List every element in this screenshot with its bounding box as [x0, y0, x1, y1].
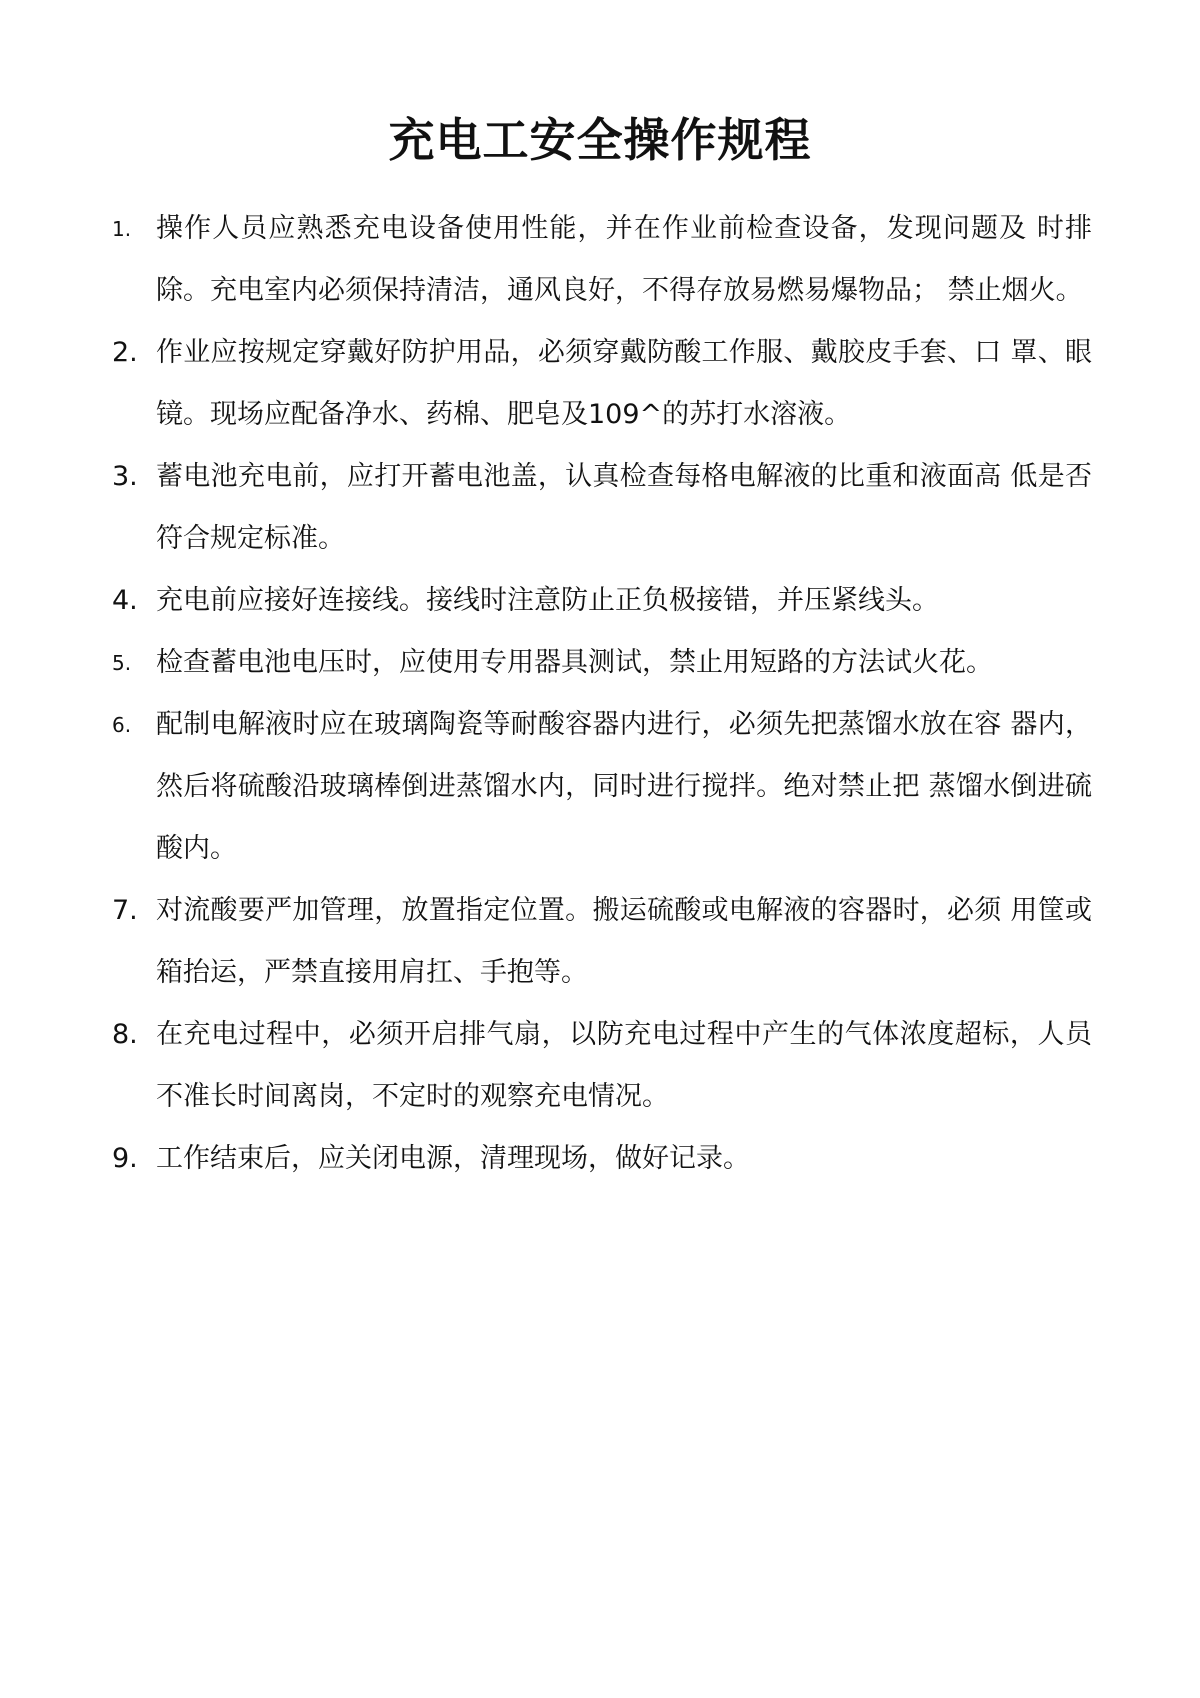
rule-item-6 — [112, 694, 1092, 880]
rule-number: 7. — [112, 895, 138, 926]
rule-item-4 — [112, 570, 1092, 632]
rule-item-1 — [112, 198, 1092, 322]
rule-text: 配制电解液时应在玻璃陶瓷等耐酸容器内进行，必须先把蒸馏水放在容 器内，然后将硫酸沿玻璃棒倒进蒸馏水内，同时进行搅拌。绝对禁止把 蒸馏水倒进硫酸内。 — [156, 709, 1092, 864]
rule-number: 6. — [112, 713, 132, 737]
rule-text: 在充电过程中，必须开启排气扇，以防充电过程中产生的气体浓度超标，人员不准长时间离岗，不定时的观察充电情况。 — [156, 1019, 1092, 1112]
rule-item-3 — [112, 446, 1092, 570]
rule-text: 蓄电池充电前，应打开蓄电池盖，认真检查每格电解液的比重和液面高 低是否符合规定标准。 — [156, 461, 1092, 554]
rule-number: 8. — [112, 1019, 138, 1050]
rule-number: 5. — [112, 651, 132, 675]
rule-number: 9. — [112, 1143, 138, 1174]
rule-text: 充电前应接好连接线。接线时注意防止正负极接错，并压紧线头。 — [156, 585, 939, 616]
rule-item-5 — [112, 632, 1092, 694]
rule-text: 对流酸要严加管理，放置指定位置。搬运硫酸或电解液的容器时，必须 用筐或箱抬运，严禁直接用肩扛、手抱等。 — [156, 895, 1092, 988]
rules-list — [112, 198, 1092, 1190]
rule-item-9 — [112, 1128, 1092, 1190]
rule-number: 3. — [112, 461, 138, 492]
rule-item-2 — [112, 322, 1092, 446]
rule-number: 1. — [112, 217, 132, 241]
rule-text: 检查蓄电池电压时，应使用专用器具测试，禁止用短路的方法试火花。 — [156, 647, 993, 678]
rule-text: 工作结束后，应关闭电源，清理现场，做好记录。 — [156, 1143, 750, 1174]
rule-text: 作业应按规定穿戴好防护用品，必须穿戴防酸工作服、戴胶皮手套、口 罩、眼镜。现场应配备净水、药棉、肥皂及109^的苏打水溶液。 — [156, 337, 1092, 430]
rule-item-7 — [112, 880, 1092, 1004]
rule-number: 4. — [112, 585, 138, 616]
rule-number: 2. — [112, 337, 138, 368]
rule-item-8 — [112, 1004, 1092, 1128]
rule-text: 操作人员应熟悉充电设备使用性能，并在作业前检查设备，发现问题及 时排除。充电室内必须保持清洁，通风良好，不得存放易燃易爆物品； 禁止烟火。 — [156, 213, 1092, 306]
document-title: 充电工安全操作规程 — [388, 113, 812, 167]
